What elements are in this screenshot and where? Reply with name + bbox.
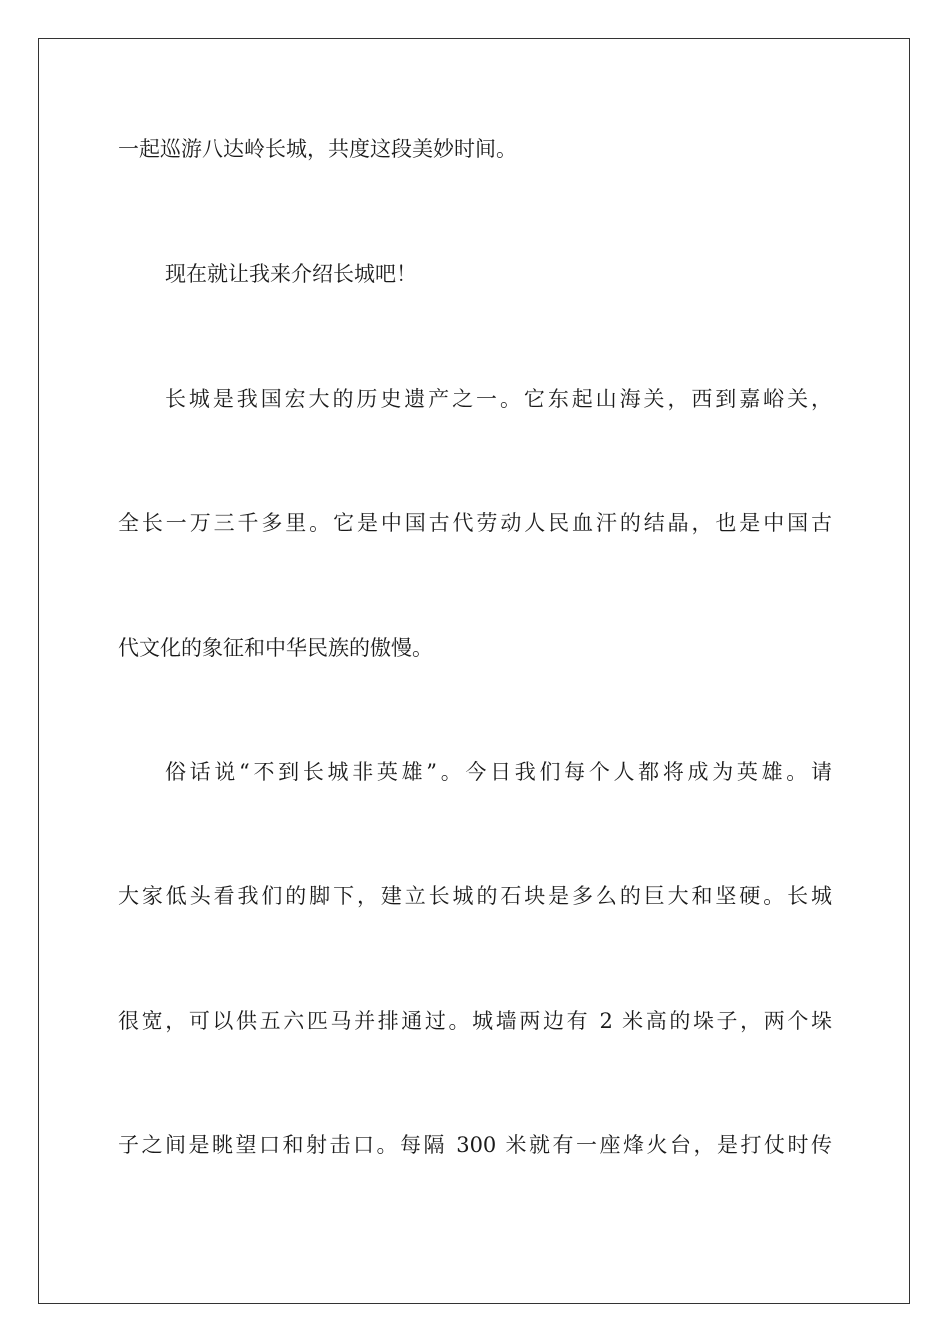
text-line: 全长一万三千多里。它是中国古代劳动人民血汗的结晶，也是中国古: [118, 511, 832, 535]
text-line: 代文化的象征和中华民族的傲慢。: [118, 636, 433, 660]
text-line: 俗话说“不到长城非英雄”。今日我们每个人都将成为英雄。请: [165, 760, 832, 784]
text-line: 大家低头看我们的脚下，建立长城的石块是多么的巨大和坚硬。长城: [118, 884, 832, 908]
text-line: 现在就让我来介绍长城吧！: [165, 262, 417, 286]
text-line: 子之间是眺望口和射击口。每隔 300 米就有一座烽火台，是打仗时传: [118, 1133, 832, 1157]
text-line: 长城是我国宏大的历史遗产之一。它东起山海关，西到嘉峪关，: [165, 387, 832, 411]
text-line: 很宽，可以供五六匹马并排通过。城墙两边有 2 米高的垛子，两个垛: [118, 1009, 832, 1033]
text-line: 一起巡游八达岭长城，共度这段美妙时间。: [118, 137, 517, 161]
page-frame: [38, 38, 910, 1304]
